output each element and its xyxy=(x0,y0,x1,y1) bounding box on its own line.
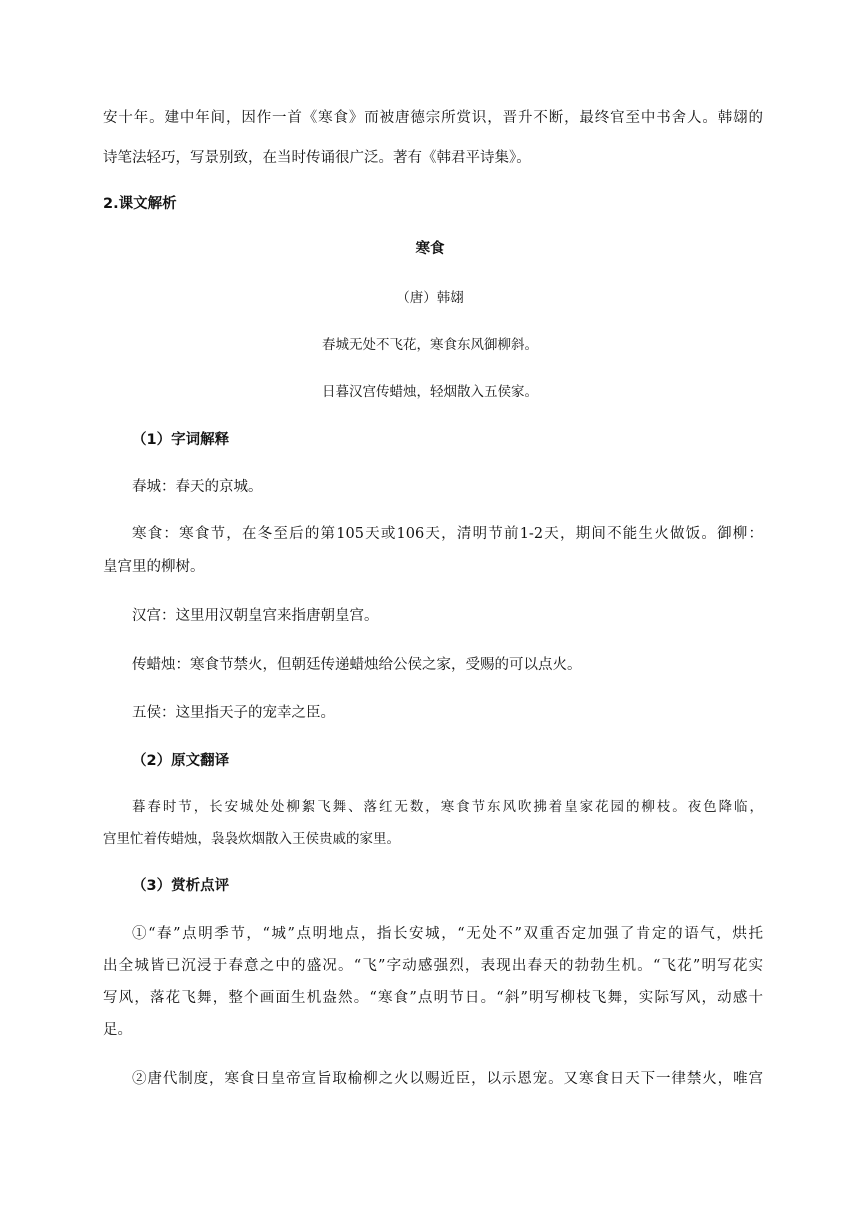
poem-title: 寒食 xyxy=(415,241,445,257)
vocab-item-chuncheng: 春城：春天的京城。 xyxy=(132,479,263,495)
intro-line-2: 诗笔法轻巧，写景别致，在当时传诵很广泛。著有《韩君平诗集》。 xyxy=(103,150,531,166)
translation-line-2: 宫里忙着传蜡烛，袅袅炊烟散入王侯贵戚的家里。 xyxy=(103,831,400,847)
vocab-item-hanshi-cont: 皇宫里的柳树。 xyxy=(103,559,205,575)
poem-verse-2: 日暮汉宫传蜡烛，轻烟散入五侯家。 xyxy=(322,384,538,400)
section-heading: 2.课文解析 xyxy=(103,196,177,212)
appreciation-p1-line-3: 写风，落花飞舞，整个画面生机盎然。“寒食”点明节日。“斜”明写柳枝飞舞，实际写风，动感十 xyxy=(103,990,763,1006)
appreciation-p2-line-1: ②唐代制度，寒食日皇帝宣旨取榆柳之火以赐近臣，以示恩宠。又寒食日天下一律禁火，唯宫 xyxy=(132,1071,763,1087)
poem-verse-1: 春城无处不飞花，寒食东风御柳斜。 xyxy=(322,337,538,353)
appreciation-p1-line-4: 足。 xyxy=(103,1022,132,1038)
vocab-heading: （1）字词解释 xyxy=(132,432,230,448)
poem-author: （唐）韩翃 xyxy=(396,290,464,306)
intro-line-1: 安十年。建中年间，因作一首《寒食》而被唐德宗所赏识，晋升不断，最终官至中书舍人。韩翃的 xyxy=(103,110,763,126)
appreciation-heading: （3）赏析点评 xyxy=(132,878,230,894)
vocab-item-lazhu: 传蜡烛：寒食节禁火，但朝廷传递蜡烛给公侯之家，受赐的可以点火。 xyxy=(132,657,582,673)
appreciation-p1-line-1: ①“春”点明季节，“城”点明地点，指长安城，“无处不”双重否定加强了肯定的语气，烘托 xyxy=(132,926,763,942)
vocab-item-wuhou: 五侯：这里指天子的宠幸之臣。 xyxy=(132,705,335,721)
appreciation-p1-line-2: 出全城皆已沉浸于春意之中的盛况。“飞”字动感强烈，表现出春天的勃勃生机。“飞花”明写花实 xyxy=(103,958,763,974)
translation-line-1: 暮春时节，长安城处处柳絮飞舞、落红无数，寒食节东风吹拂着皇家花园的柳枝。夜色降临， xyxy=(132,799,763,815)
translation-heading: （2）原文翻译 xyxy=(132,753,230,769)
vocab-item-hanshi: 寒食：寒食节，在冬至后的第105天或106天，清明节前1-2天，期间不能生火做饭。御柳： xyxy=(132,526,763,542)
vocab-item-hangong: 汉宫：这里用汉朝皇宫来指唐朝皇宫。 xyxy=(132,608,379,624)
